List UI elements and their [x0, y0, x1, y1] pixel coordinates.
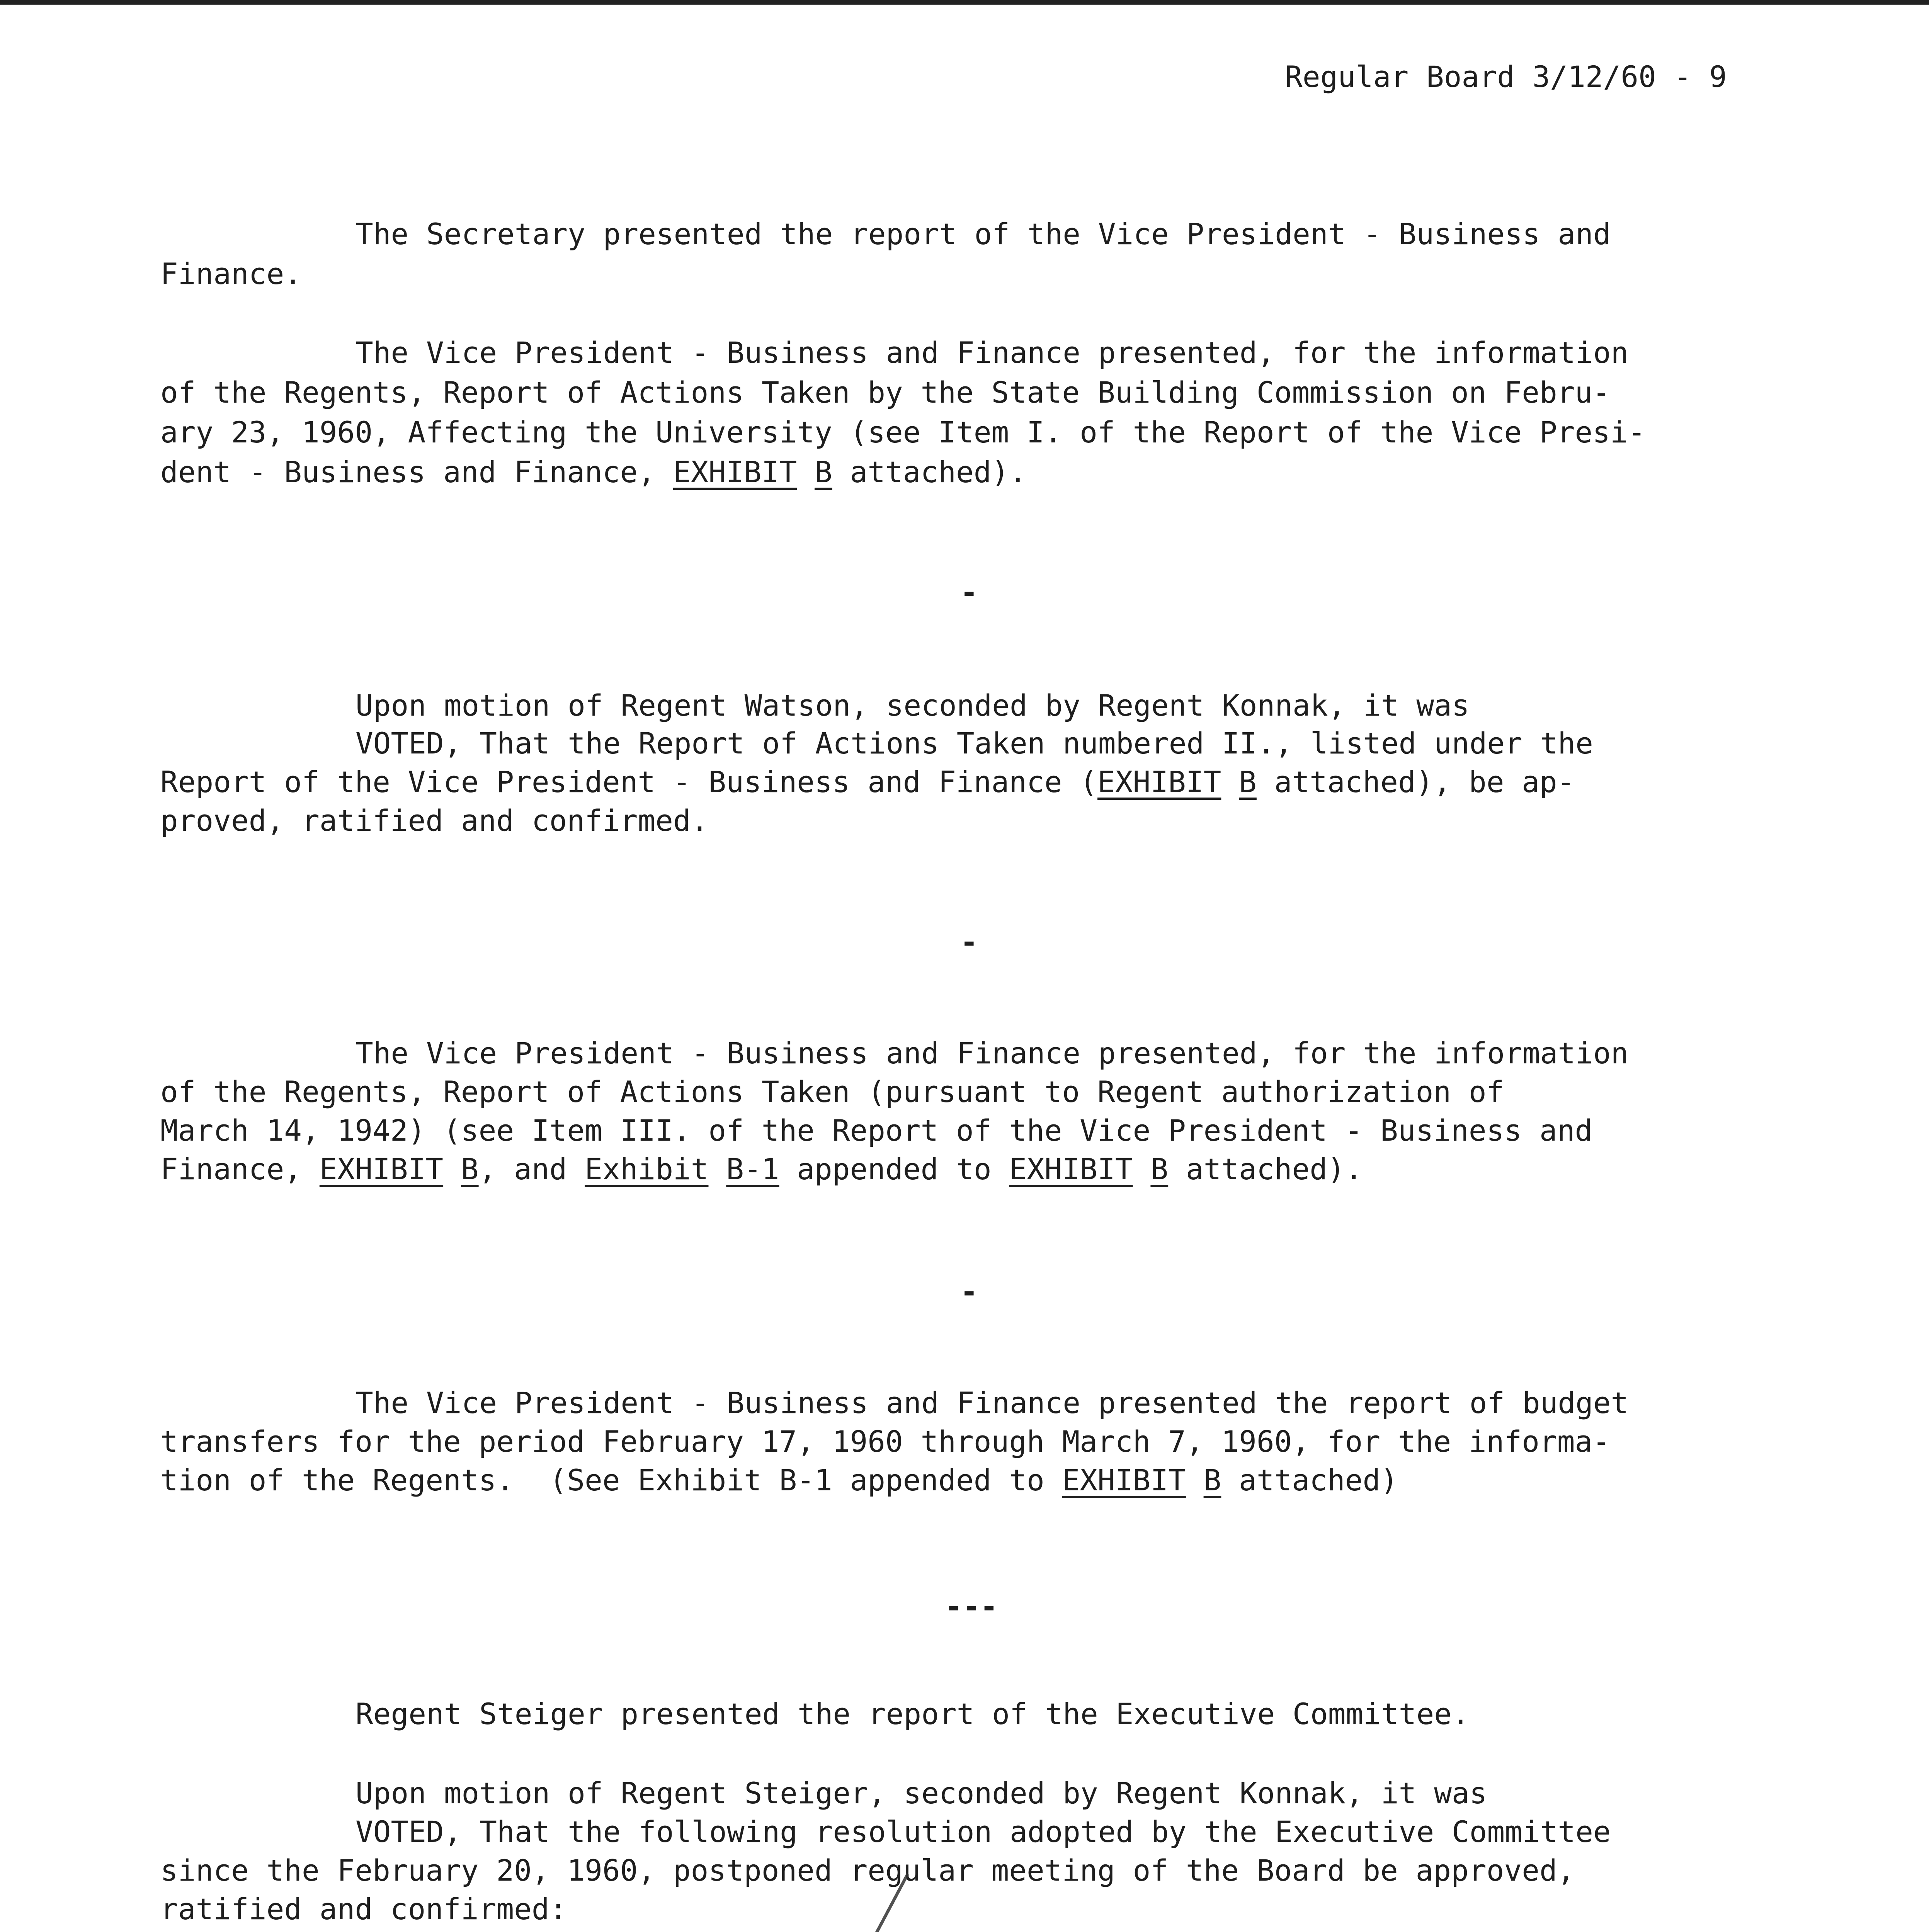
text-run: tion of the Regents. (See Exhibit B-1 appended to: [160, 1463, 1062, 1497]
text-line: March 14, 1942) (see Item III. of the Report of the Vice President - Business and: [160, 1113, 1593, 1148]
exhibit-reference: Exhibit: [585, 1152, 709, 1186]
text-line: The Vice President - Business and Finance presented, for the information: [356, 335, 1629, 370]
top-edge-rule: [0, 0, 1929, 5]
text-run: Report of the Vice President - Business and Finance (: [160, 765, 1098, 799]
text-run: , and: [478, 1152, 585, 1186]
text-line: of the Regents, Report of Actions Taken (pursuant to Regent authorization of: [160, 1075, 1504, 1109]
exhibit-number: B-1: [726, 1152, 779, 1186]
running-head: Regular Board 3/12/60 - 9: [1285, 60, 1727, 94]
paragraph-executive-committee: Regent Steiger presented the report of the Executive Committee.: [356, 1697, 1470, 1731]
text-run: attached), be ap-: [1256, 765, 1575, 799]
text-line: transfers for the period February 17, 1960 through March 7, 1960, for the informa-: [160, 1424, 1610, 1459]
text-line: Upon motion of Regent Watson, seconded by Regent Konnak, it was: [356, 688, 1470, 723]
exhibit-reference: EXHIBIT: [1062, 1463, 1186, 1497]
text-run: dent - Business and Finance,: [160, 455, 673, 489]
text-line: VOTED, That the Report of Actions Taken numbered II., listed under the: [356, 726, 1593, 760]
exhibit-reference: EXHIBIT: [319, 1152, 444, 1186]
section-separator: -: [960, 1274, 978, 1309]
text-line: ratified and confirmed:: [160, 1892, 567, 1926]
text-line: since the February 20, 1960, postponed regular meeting of the Board be approved,: [160, 1853, 1575, 1888]
exhibit-reference: EXHIBIT: [1009, 1152, 1133, 1186]
exhibit-reference: EXHIBIT: [673, 455, 797, 489]
exhibit-letter: B: [461, 1152, 479, 1186]
text-line: of the Regents, Report of Actions Taken by the State Building Commission on Febru-: [160, 375, 1610, 410]
text-run: appended to: [779, 1152, 1009, 1186]
section-separator: ---: [945, 1589, 998, 1624]
text-run: Finance,: [160, 1152, 320, 1186]
exhibit-letter: B: [1150, 1152, 1169, 1186]
text-line: [160, 452, 1027, 492]
text-run: attached): [1221, 1463, 1398, 1497]
text-line: The Secretary presented the report of the Vice President - Business and: [356, 217, 1611, 251]
section-separator: -: [960, 575, 978, 609]
section-separator: -: [960, 925, 978, 959]
text-line: The Vice President - Business and Finance presented the report of budget: [356, 1386, 1629, 1420]
text-line: proved, ratified and confirmed.: [160, 803, 709, 838]
text-run: attached).: [1168, 1152, 1363, 1186]
text-line: ary 23, 1960, Affecting the University (see Item I. of the Report of the Vice Presi-: [160, 415, 1646, 449]
exhibit-letter: B: [1203, 1463, 1221, 1497]
text-line: Finance.: [160, 257, 302, 291]
exhibit-reference: EXHIBIT: [1097, 765, 1221, 799]
text-line: VOTED, That the following resolution adopted by the Executive Committee: [356, 1815, 1611, 1849]
exhibit-letter: B: [1239, 765, 1257, 799]
text-line: The Vice President - Business and Finance presented, for the information: [356, 1036, 1629, 1070]
text-line: [160, 762, 1575, 801]
exhibit-letter: B: [814, 455, 832, 489]
text-line: Upon motion of Regent Steiger, seconded by Regent Konnak, it was: [356, 1776, 1487, 1810]
text-run: attached).: [832, 455, 1027, 489]
text-line: [160, 1461, 1398, 1500]
text-line: [160, 1150, 1363, 1189]
